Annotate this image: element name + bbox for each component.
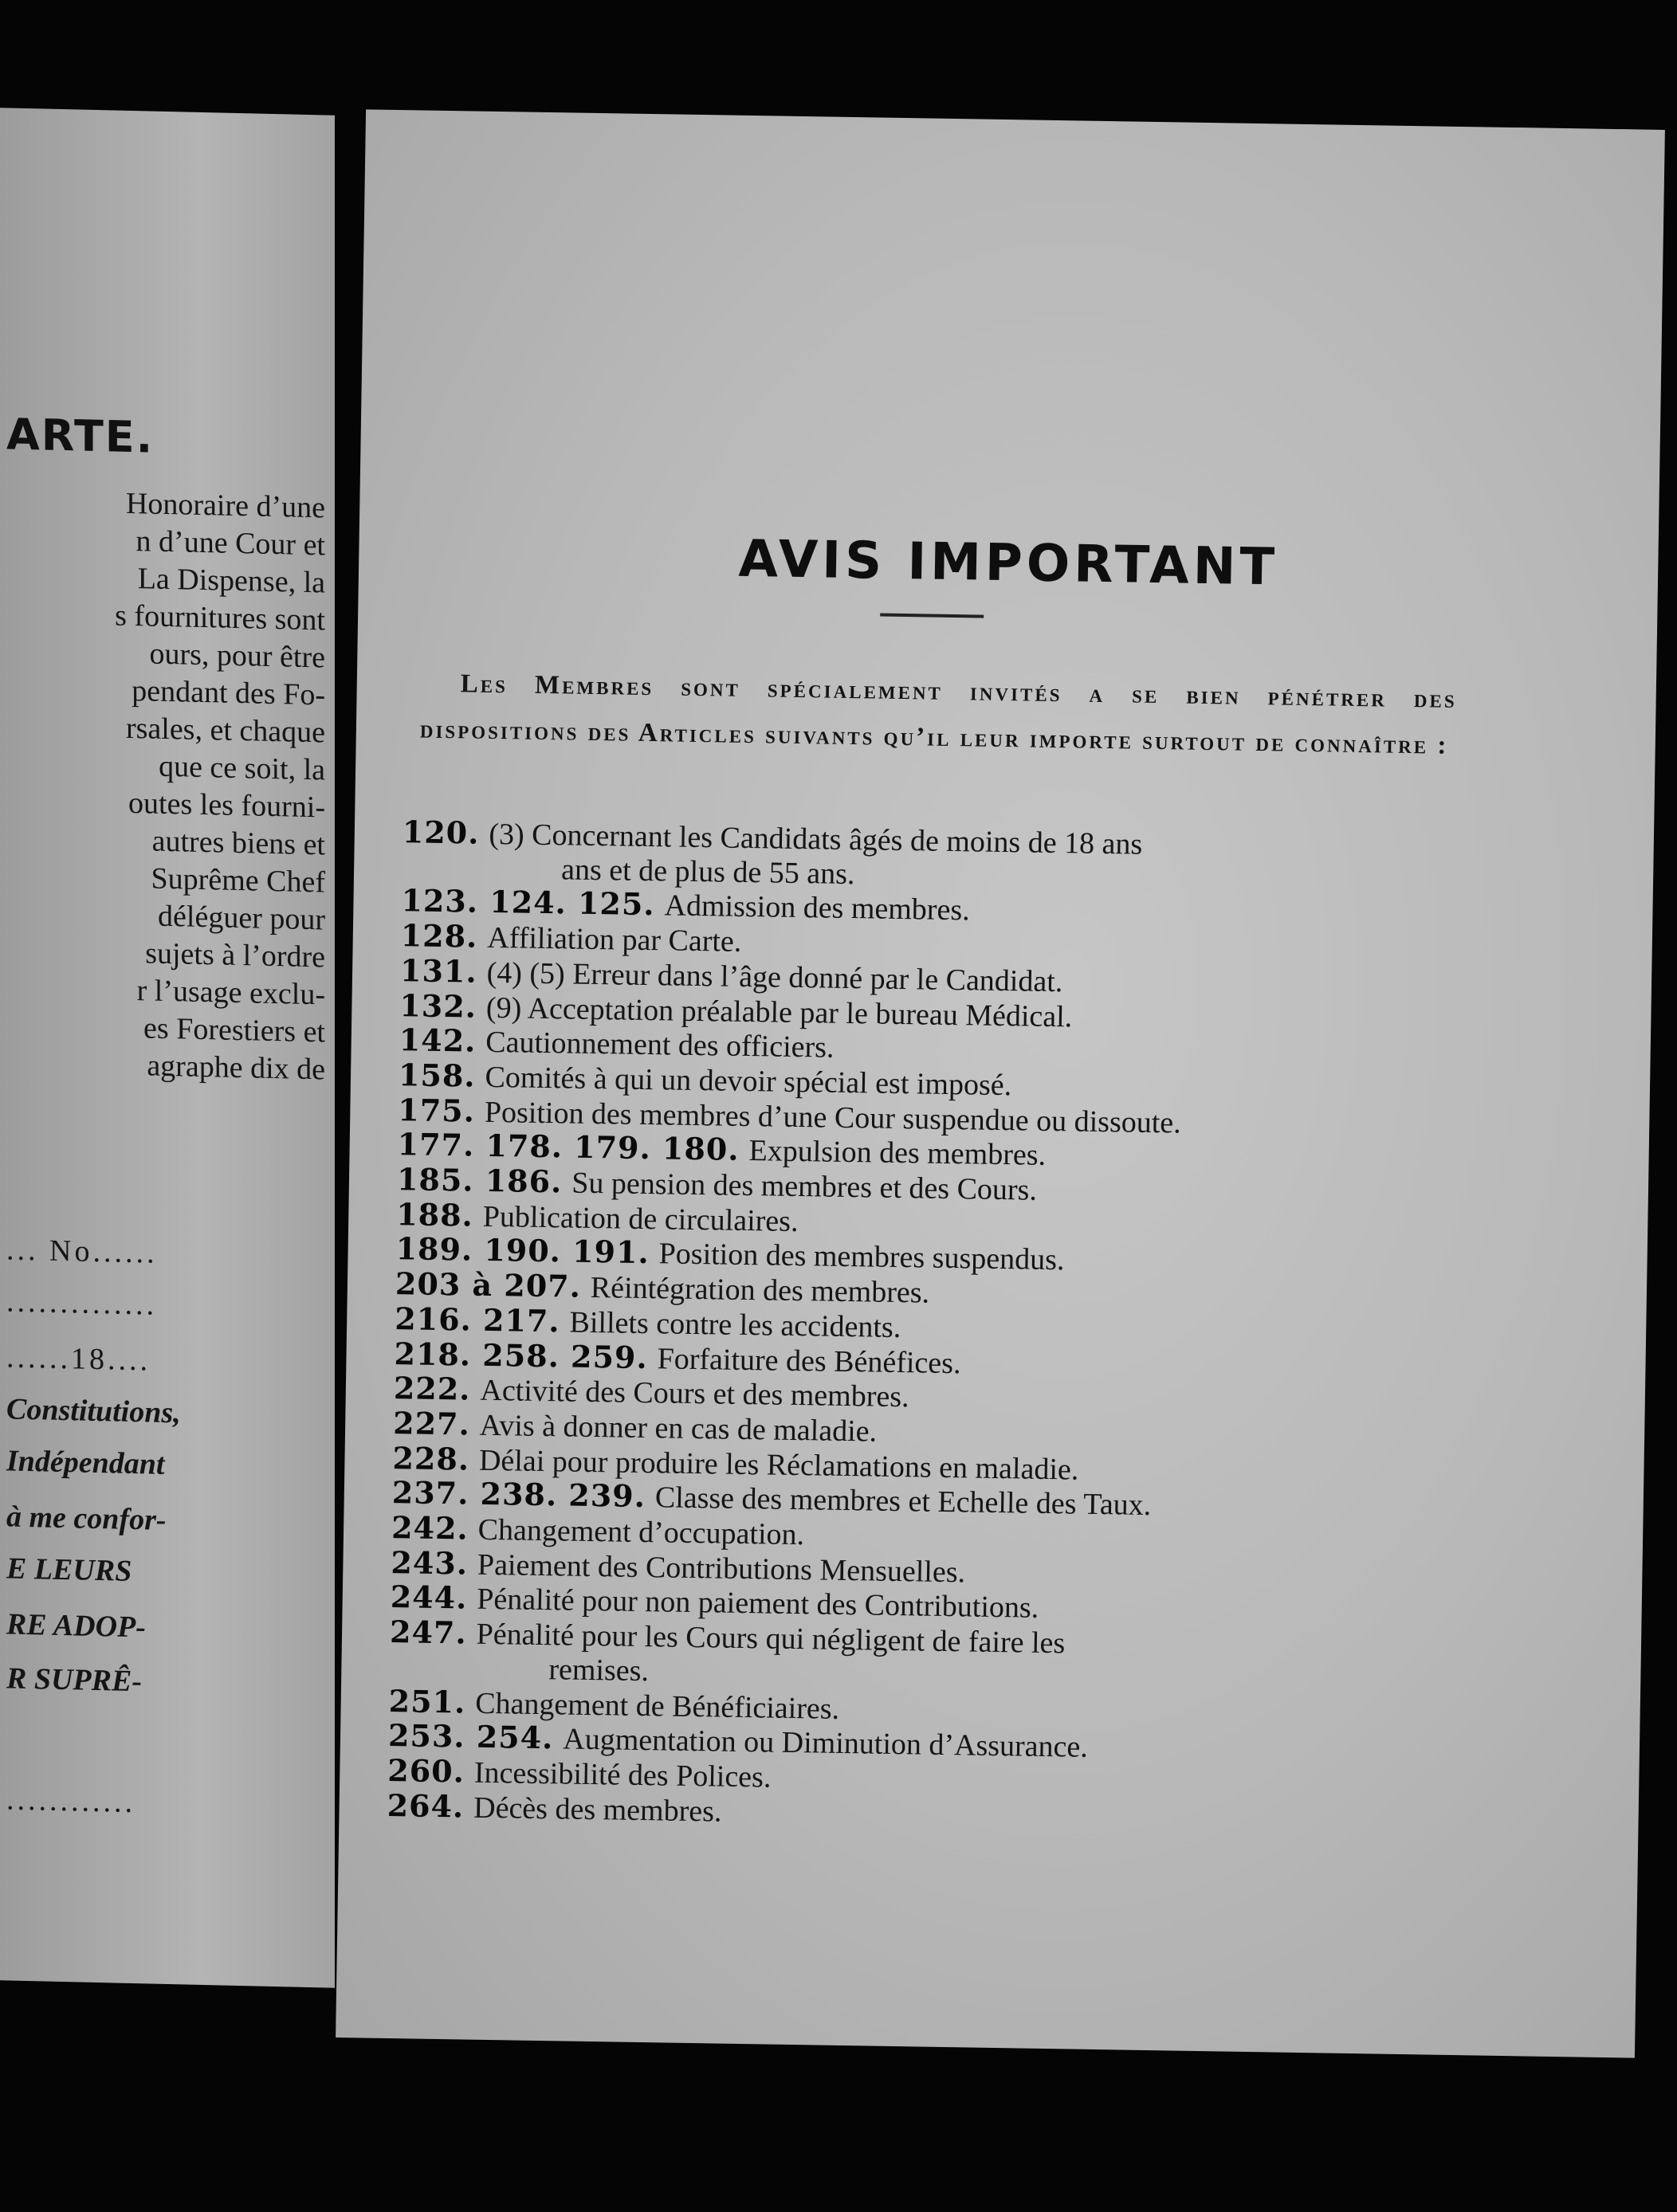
- left-page-heading: ARTE.: [6, 409, 155, 463]
- title-divider: [880, 614, 984, 618]
- article-description: Pénalité pour les Cours qui négligent de faire les: [476, 1617, 1066, 1661]
- article-description: Admission des membres.: [664, 888, 971, 928]
- article-number: 222.: [393, 1370, 471, 1407]
- article-description: Su pension des membres et des Cours.: [571, 1166, 1038, 1207]
- left-text-line: s fournitures sont: [115, 598, 325, 637]
- article-description: Cautionnement des officiers.: [485, 1026, 835, 1065]
- article-description: Pénalité pour non paiement des Contributions.: [476, 1583, 1039, 1626]
- left-page-fragment: [0, 108, 335, 1988]
- left-text-line: Suprême Chef: [151, 861, 325, 900]
- article-number: 247.: [389, 1614, 468, 1651]
- article-number: 132.: [399, 986, 477, 1025]
- article-number: 244.: [390, 1579, 468, 1617]
- article-number: 237. 238. 239.: [391, 1474, 646, 1515]
- article-description: Activité des Cours et des membres.: [480, 1374, 909, 1414]
- article-description: Changement de Bénéficiaires.: [474, 1686, 840, 1726]
- article-description: Paiement des Contributions Mensuelles.: [477, 1547, 966, 1590]
- article-number: 131.: [399, 951, 478, 990]
- article-number: 142.: [399, 1022, 477, 1059]
- right-page: [336, 109, 1665, 2057]
- left-form-line: R SUPRÊ-: [6, 1661, 142, 1699]
- left-text-line: autres biens et: [151, 824, 325, 862]
- left-text-line: La Dispense, la: [137, 562, 325, 600]
- article-description: Classe des membres et Echelle des Taux.: [654, 1481, 1152, 1523]
- article-description: Forfaiture des Bénéfices.: [657, 1341, 961, 1380]
- article-description: Comités à qui un devoir spécial est imposé.: [485, 1060, 1012, 1103]
- left-text-line: rsales, et chaque: [125, 711, 325, 750]
- article-number: 251.: [388, 1682, 466, 1720]
- left-text-line: r l’usage exclu-: [136, 974, 325, 1012]
- article-number: 242.: [391, 1509, 469, 1547]
- article-number: 264.: [387, 1786, 465, 1825]
- left-text-line: sujets à l’ordre: [145, 936, 325, 975]
- left-text-line: déléguer pour: [158, 899, 325, 937]
- article-number: 188.: [395, 1195, 474, 1233]
- article-description: Position des membres suspendus.: [658, 1237, 1065, 1277]
- left-form-line: E LEURS: [6, 1551, 132, 1588]
- left-form-line: ............: [6, 1783, 135, 1820]
- left-form-line: Indépendant: [6, 1444, 165, 1481]
- article-number: 175.: [398, 1091, 476, 1129]
- article-number: 216. 217.: [394, 1300, 560, 1339]
- article-description: (4) (5) Erreur dans l’âge donné par le Candidat.: [486, 955, 1063, 999]
- left-text-line: Honoraire d’une: [125, 486, 325, 525]
- left-text-line: agraphe dix de: [147, 1049, 325, 1087]
- article-list: [387, 815, 1407, 1839]
- article-description: ans et de plus de 55 ans.: [560, 853, 855, 891]
- intro-paragraph: Les Membres sont spécialement invités a se bien pénétrer des dispositions des Articles suivants qu’il leur importe surtout de connaître :: [419, 669, 1457, 760]
- article-description: (3) Concernant les Candidats âgés de moins de 18 ans: [489, 817, 1143, 861]
- article-number: 243.: [391, 1543, 469, 1582]
- article-description: Position des membres d’une Cour suspendue ou dissoute.: [484, 1095, 1182, 1140]
- article-number: 218. 258. 259.: [394, 1335, 649, 1375]
- left-text-line: n d’une Cour et: [135, 524, 325, 563]
- article-number: 203 à 207.: [395, 1265, 582, 1304]
- article-description: remises.: [548, 1653, 650, 1688]
- article-description: Affiliation par Carte.: [487, 920, 742, 959]
- left-text-line: ours, pour être: [149, 637, 325, 675]
- article-number: 227.: [392, 1405, 471, 1442]
- left-form-line: ... No......: [6, 1233, 158, 1270]
- article-description: Décès des membres.: [473, 1790, 722, 1829]
- article-description: Changement d’occupation.: [477, 1512, 805, 1552]
- article-number: 177. 178. 179. 180.: [397, 1126, 740, 1168]
- left-form-line: RE ADOP-: [6, 1607, 146, 1645]
- article-description: Publication de circulaires.: [482, 1199, 799, 1238]
- article-number: 128.: [400, 917, 478, 955]
- article-number: 158.: [398, 1057, 476, 1094]
- article-description: Avis à donner en cas de maladie.: [479, 1408, 878, 1449]
- left-form-line: à me confor-: [6, 1500, 167, 1537]
- article-number: 260.: [387, 1752, 465, 1790]
- left-text-line: que ce soit, la: [159, 749, 325, 787]
- article-description: Réintégration des membres.: [590, 1271, 930, 1310]
- left-form-line: Constitutions,: [6, 1392, 181, 1430]
- article-number: 123. 124. 125.: [401, 882, 655, 923]
- article-description: Délai pour produire les Réclamations en maladie.: [478, 1443, 1079, 1487]
- article-description: Expulsion des membres.: [748, 1134, 1047, 1173]
- article-description: Augmentation ou Diminution d’Assurance.: [563, 1722, 1089, 1765]
- article-number: 185. 186.: [396, 1161, 563, 1200]
- article-description: (9) Acceptation préalable par le bureau Médical.: [485, 990, 1073, 1033]
- left-text-line: es Forestiers et: [143, 1011, 325, 1049]
- left-form-line: ......18....: [6, 1340, 151, 1378]
- article-number: 120.: [402, 814, 480, 851]
- article-number: 189. 190. 191.: [395, 1230, 650, 1271]
- left-text-line: outes les fourni-: [128, 786, 325, 825]
- article-description: Incessibilité des Polices.: [473, 1755, 772, 1794]
- left-form-line: ..............: [6, 1284, 157, 1322]
- article-number: 228.: [392, 1439, 470, 1477]
- page-title: AVIS IMPORTANT: [737, 529, 1279, 598]
- article-description: Billets contre les accidents.: [569, 1305, 901, 1344]
- article-number: 253. 254.: [387, 1717, 554, 1756]
- left-text-line: pendant des Fo-: [132, 673, 325, 712]
